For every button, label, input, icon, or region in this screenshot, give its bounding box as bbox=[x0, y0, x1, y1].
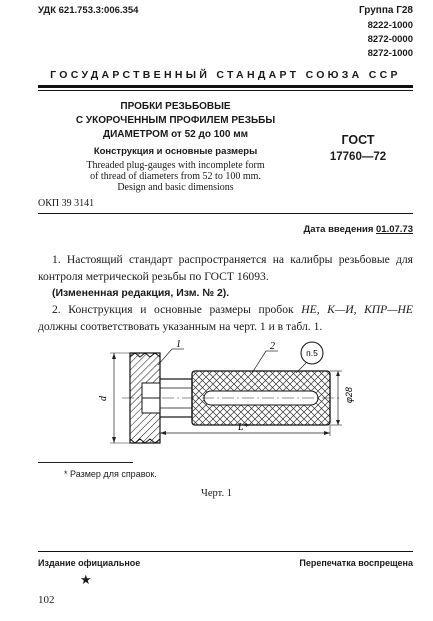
banner-rule-thin bbox=[38, 90, 413, 91]
dimension-L-label: L* bbox=[238, 422, 249, 433]
title-en-line-1: Threaded plug-gauges with incomplete form bbox=[86, 160, 265, 171]
gost-label: ГОСТ bbox=[341, 133, 375, 147]
paragraph-2-gauge-types: НЕ, К—И, КПР—НЕ bbox=[301, 303, 413, 316]
effective-date-value: 01.07.73 bbox=[376, 224, 413, 235]
footer-rule bbox=[38, 551, 413, 552]
title-subtitle: Конструкция и основные размеры bbox=[93, 146, 258, 157]
gauge-drawing bbox=[80, 335, 380, 457]
effective-date bbox=[213, 224, 413, 235]
star-mark: ★ bbox=[80, 572, 92, 587]
okp-code: ОКП 39 3141 bbox=[38, 198, 95, 209]
footnote-rule bbox=[38, 462, 133, 463]
page-number: 102 bbox=[38, 594, 55, 606]
callout-1 bbox=[158, 349, 184, 365]
official-edition: Издание официальное bbox=[38, 558, 141, 568]
udk-code: УДК 621.753.3:006.354 bbox=[38, 5, 139, 16]
title-line-2: С УКОРОЧЕННЫМ ПРОФИЛЕМ РЕЗЬБЫ bbox=[75, 115, 276, 126]
state-standard-banner: ГОСУДАРСТВЕННЫЙ СТАНДАРТ СОЮЗА ССР bbox=[50, 69, 401, 81]
reprint-prohibited: Перепечатка воспрещена bbox=[299, 558, 413, 568]
title-en-line-2: of thread of diameters from 52 to 100 mm. bbox=[90, 171, 261, 182]
note-circle-label: п.5 bbox=[306, 348, 318, 358]
title-line-1: ПРОБКИ РЕЗЬБОВЫЕ bbox=[120, 101, 231, 112]
banner-rule-thick bbox=[38, 85, 413, 88]
title-en-line-3: Design and basic dimensions bbox=[117, 182, 234, 193]
dimension-d-label: d bbox=[98, 396, 109, 401]
callout-2-label: 2 bbox=[270, 341, 275, 352]
paragraph-2 bbox=[38, 301, 413, 335]
group-code: Группа Г28 bbox=[358, 5, 413, 16]
classification-code-2: 8272-0000 bbox=[367, 34, 413, 45]
paragraph-2-text-b: должны соответствовать указанным на черт. 1 и в табл. 1. bbox=[38, 320, 323, 333]
gost-number: 17760—72 bbox=[329, 151, 387, 163]
callout-1-label: 1 bbox=[176, 339, 181, 350]
title-rule bbox=[38, 213, 413, 214]
paragraph-1: 1. Настоящий стандарт распространяется на калибры резьбовые для контроля метрической резьбы по ГОСТ 16093. bbox=[38, 253, 413, 283]
classification-code-1: 8222-1000 bbox=[367, 20, 413, 31]
effective-date-label: Дата введения bbox=[303, 224, 374, 235]
title-line-3: ДИАМЕТРОМ от 52 до 100 мм bbox=[103, 129, 248, 140]
paragraph-2-text-a: 2. Конструкция и основные размеры пробок bbox=[52, 303, 302, 316]
paragraph-1-amendment: (Измененная редакция, Изм. № 2). bbox=[52, 287, 230, 299]
footnote: * Размер для справок. bbox=[64, 469, 157, 479]
figure-caption: Черт. 1 bbox=[201, 488, 232, 499]
dimension-phi-label: φ28 bbox=[344, 387, 354, 403]
callout-2 bbox=[252, 351, 278, 373]
classification-code-3: 8272-1000 bbox=[367, 48, 413, 59]
